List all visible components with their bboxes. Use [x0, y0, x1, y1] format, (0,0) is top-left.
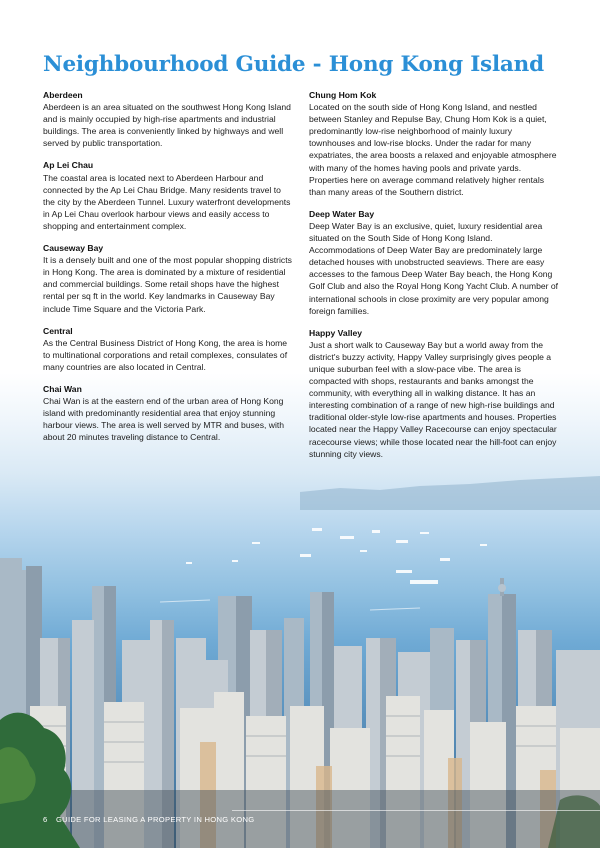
section-aberdeen: [43, 89, 293, 149]
section-body: Located on the south side of Hong Kong Island, and nestled between Stanley and Repulse Bay, Chung Hom Kok is a quiet, predominantly low-rise neighborhood of mainly luxury townhouses and low-rise blocks. Under the radar for many expatriates, the area boosts a relaxed and enjoyable atmosphere with many of the homes having pools and private yards. Properties here on average command relatively higher rentals than many areas of the Southern district.: [309, 102, 557, 197]
section-causeway-bay: [43, 242, 293, 315]
boats: [186, 528, 487, 584]
section-body: Chai Wan is at the eastern end of the urban area of Hong Kong island with predominantly residential area that enjoy stunning harbour views. The area is well served by MTR and buses, with about 20 minutes traveling distance to Central.: [43, 396, 285, 443]
section-chai-wan: [43, 383, 293, 443]
section-body: Just a short walk to Causeway Bay but a world away from the district's buzzy activity, Happy Valley surprisingly gives people a unique suburban feel with a slow-pace vibe. The area is compacted with shops, restaurants and banks amongst the community, with everything all in walking distance. It has an interesting combination of a range of new high-rise buildings and traditional older-style low-rise apartments and houses. Properties located near the Happy Valley Racecourse can enjoy spectacular racecourse views; while those located near the hill-foot can enjoy stunning city views.: [309, 339, 557, 459]
section-body: Aberdeen is an area situated on the southwest Hong Kong Island and is mainly occupied by high-rise apartments and industrial buildings. The area is conveniently linked by highways and well served by public transportation.: [43, 102, 291, 149]
footer-label: GUIDE FOR LEASING A PROPERTY IN HONG KONG: [55, 815, 255, 824]
section-body: It is a densely built and one of the most popular shopping districts in Hong Kong. The area is dominated by a mixture of residential and commercial buildings. Some retail shops have the highest rental per sq ft in the world. Key landmarks in Causeway Bay include Time Square and the Victoria Park.: [43, 255, 292, 314]
right-column: [309, 89, 559, 470]
section-deep-water-bay: [309, 208, 559, 317]
section-heading: Deep Water Bay: [309, 208, 375, 219]
page-number: 6: [43, 815, 48, 824]
page-footer: [43, 815, 254, 824]
section-heading: Causeway Bay: [43, 243, 104, 254]
section-chung-hom-kok: [309, 89, 559, 198]
section-heading: Chung Hom Kok: [309, 90, 377, 100]
harbour-skyline-photo: [0, 470, 600, 848]
far-shore: [300, 476, 600, 510]
section-body: The coastal area is located next to Aberdeen Harbour and connected by the Ap Lei Chau Bridge. Many residents travel to the city by the Aberdeen Tunnel. Luxury waterfront developments in Ap Lei Chau overlook harbour views and easily access to shopping and entertainment complex.: [43, 172, 291, 231]
section-central: [43, 325, 293, 373]
left-column: [43, 89, 293, 453]
section-heading: Happy Valley: [309, 327, 363, 338]
section-happy-valley: [309, 327, 559, 460]
section-heading: Aberdeen: [43, 90, 83, 100]
section-body: Deep Water Bay is an exclusive, quiet, luxury residential area situated on the South Side of Hong Kong Island. Accommodations of Deep Water Bay are predominately large detached houses with unobstructed seaviews. There are easy accesses to the famous Deep Water Bay beach, the Hong Kong Golf Club and also the Royal Hong Kong Yacht Club. A number of international schools in close proximity are very popular among foreign families.: [309, 220, 559, 316]
page-title: Neighbourhood Guide - Hong Kong Island: [43, 52, 544, 77]
section-heading: Central: [43, 325, 73, 336]
section-heading: Chai Wan: [43, 383, 82, 394]
footer-divider: [232, 810, 600, 811]
section-body: As the Central Business District of Hong Kong, the area is home to multinational corporations and retail complexes, consulates of many countries are also located in Central.: [43, 337, 288, 372]
section-heading: Ap Lei Chau: [43, 160, 94, 171]
section-ap-lei-chau: [43, 159, 293, 232]
